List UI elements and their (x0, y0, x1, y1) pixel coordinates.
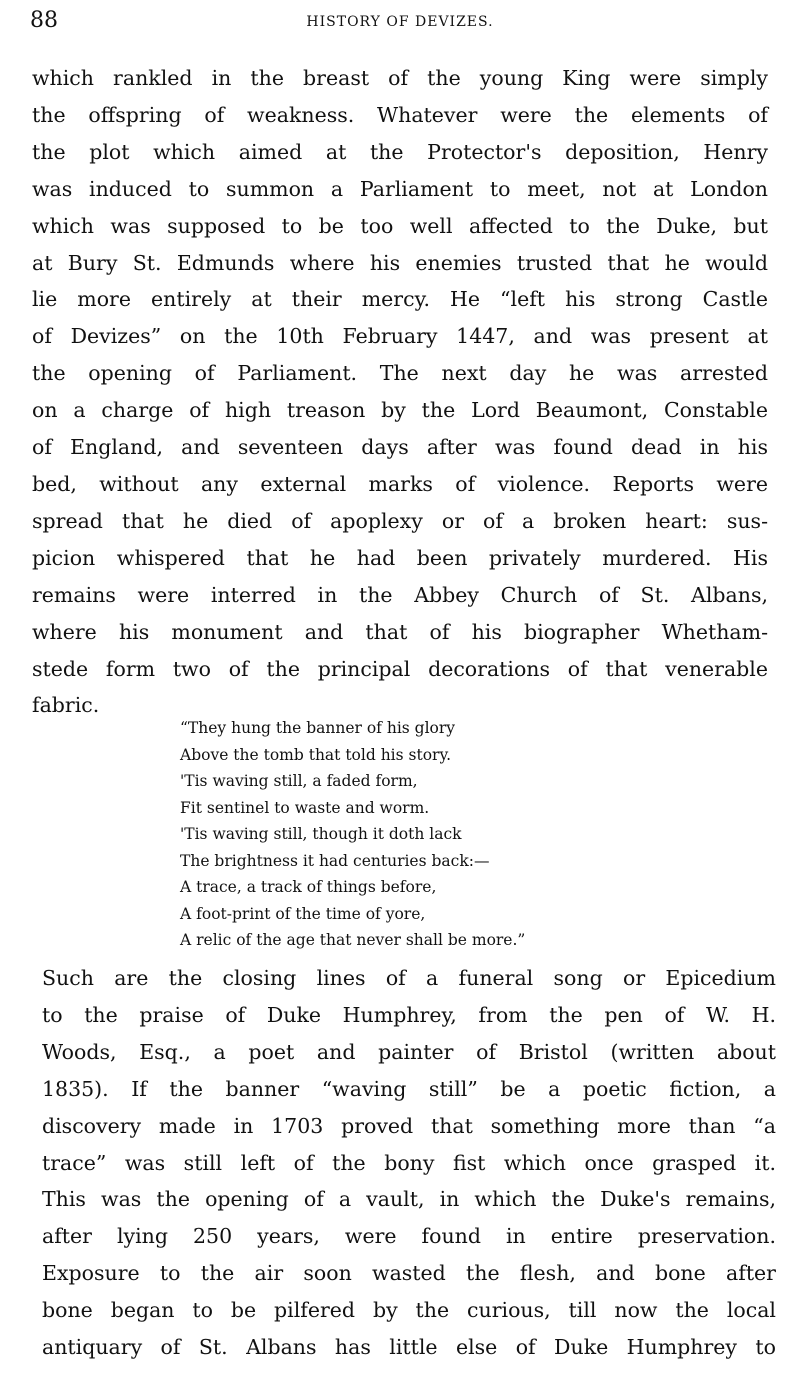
paragraph-1 (32, 60, 768, 724)
text-line: bone began to be pilfered by the curious, till now the local (42, 1298, 776, 1323)
text-line: Exposure to the air soon wasted the flesh, and bone after (42, 1261, 776, 1286)
text-line: stede form two of the principal decorations of that venerable (32, 656, 768, 681)
text-line: the opening of Parliament. The next day he was arrested (32, 361, 768, 386)
text-line: bed, without any external marks of violence. Reports were (32, 471, 768, 496)
text-line: This was the opening of a vault, in which the Duke's remains, (42, 1187, 776, 1212)
text-line: after lying 250 years, were found in entire preservation. (42, 1224, 776, 1249)
text-line: of Devizes” on the 10th February 1447, and was present at (32, 324, 768, 349)
page-header (30, 6, 770, 40)
text-line: lie more entirely at their mercy. He “left his strong Castle (32, 287, 768, 312)
text-line: 1835). If the banner “waving still” be a poetic fiction, a (42, 1076, 776, 1101)
poem-line: A foot-print of the time of yore, (180, 904, 426, 923)
text-line: which was supposed to be too well affected to the Duke, but (32, 213, 768, 238)
poem-quotation (180, 715, 740, 954)
text-line: the plot which aimed at the Protector's deposition, Henry (32, 139, 768, 164)
running-title: HISTORY OF DEVIZES. (306, 14, 494, 30)
text-line: Woods, Esq., a poet and painter of Bristol (written about (42, 1039, 776, 1064)
text-line: where his monument and that of his biographer Whetham- (32, 619, 768, 644)
poem-line: “They hung the banner of his glory (180, 719, 456, 737)
poem-line: The brightness it had centuries back:— (180, 851, 490, 870)
text-line: at Bury St. Edmunds where his enemies trusted that he would (32, 250, 768, 275)
text-line: the offspring of weakness. Whatever were the elements of (32, 102, 768, 127)
page-number: 88 (30, 8, 58, 33)
poem-line: Above the tomb that told his story. (180, 745, 452, 764)
poem-line: Fit sentinel to waste and worm. (180, 798, 430, 817)
text-line: on a charge of high treason by the Lord Beaumont, Constable (32, 398, 768, 423)
paragraph-2 (42, 960, 776, 1366)
text-line: to the praise of Duke Humphrey, from the pen of W. H. (42, 1002, 776, 1027)
text-line: of England, and seventeen days after was found dead in his (32, 435, 768, 460)
poem-line: 'Tis waving still, a faded form, (180, 772, 418, 790)
poem-line: A trace, a track of things before, (180, 878, 437, 896)
poem-line: 'Tis waving still, though it doth lack (180, 825, 462, 843)
text-line: which rankled in the breast of the young King were simply (32, 66, 768, 90)
text-line: remains were interred in the Abbey Church of St. Albans, (32, 582, 768, 607)
text-line: spread that he died of apoplexy or of a broken heart: sus- (32, 508, 768, 533)
text-line: was induced to summon a Parliament to meet, not at London (32, 176, 768, 201)
poem-line: A relic of the age that never shall be more.” (180, 931, 526, 949)
text-line: trace” was still left of the bony fist which once grasped it. (42, 1150, 776, 1175)
text-line: discovery made in 1703 proved that something more than “a (42, 1113, 776, 1138)
text-line: fabric. (32, 693, 100, 718)
text-line: antiquary of St. Albans has little else of Duke Humphrey to (42, 1335, 776, 1360)
text-line: picion whispered that he had been privately murdered. His (32, 545, 768, 570)
text-line: Such are the closing lines of a funeral song or Epicedium (42, 966, 776, 990)
